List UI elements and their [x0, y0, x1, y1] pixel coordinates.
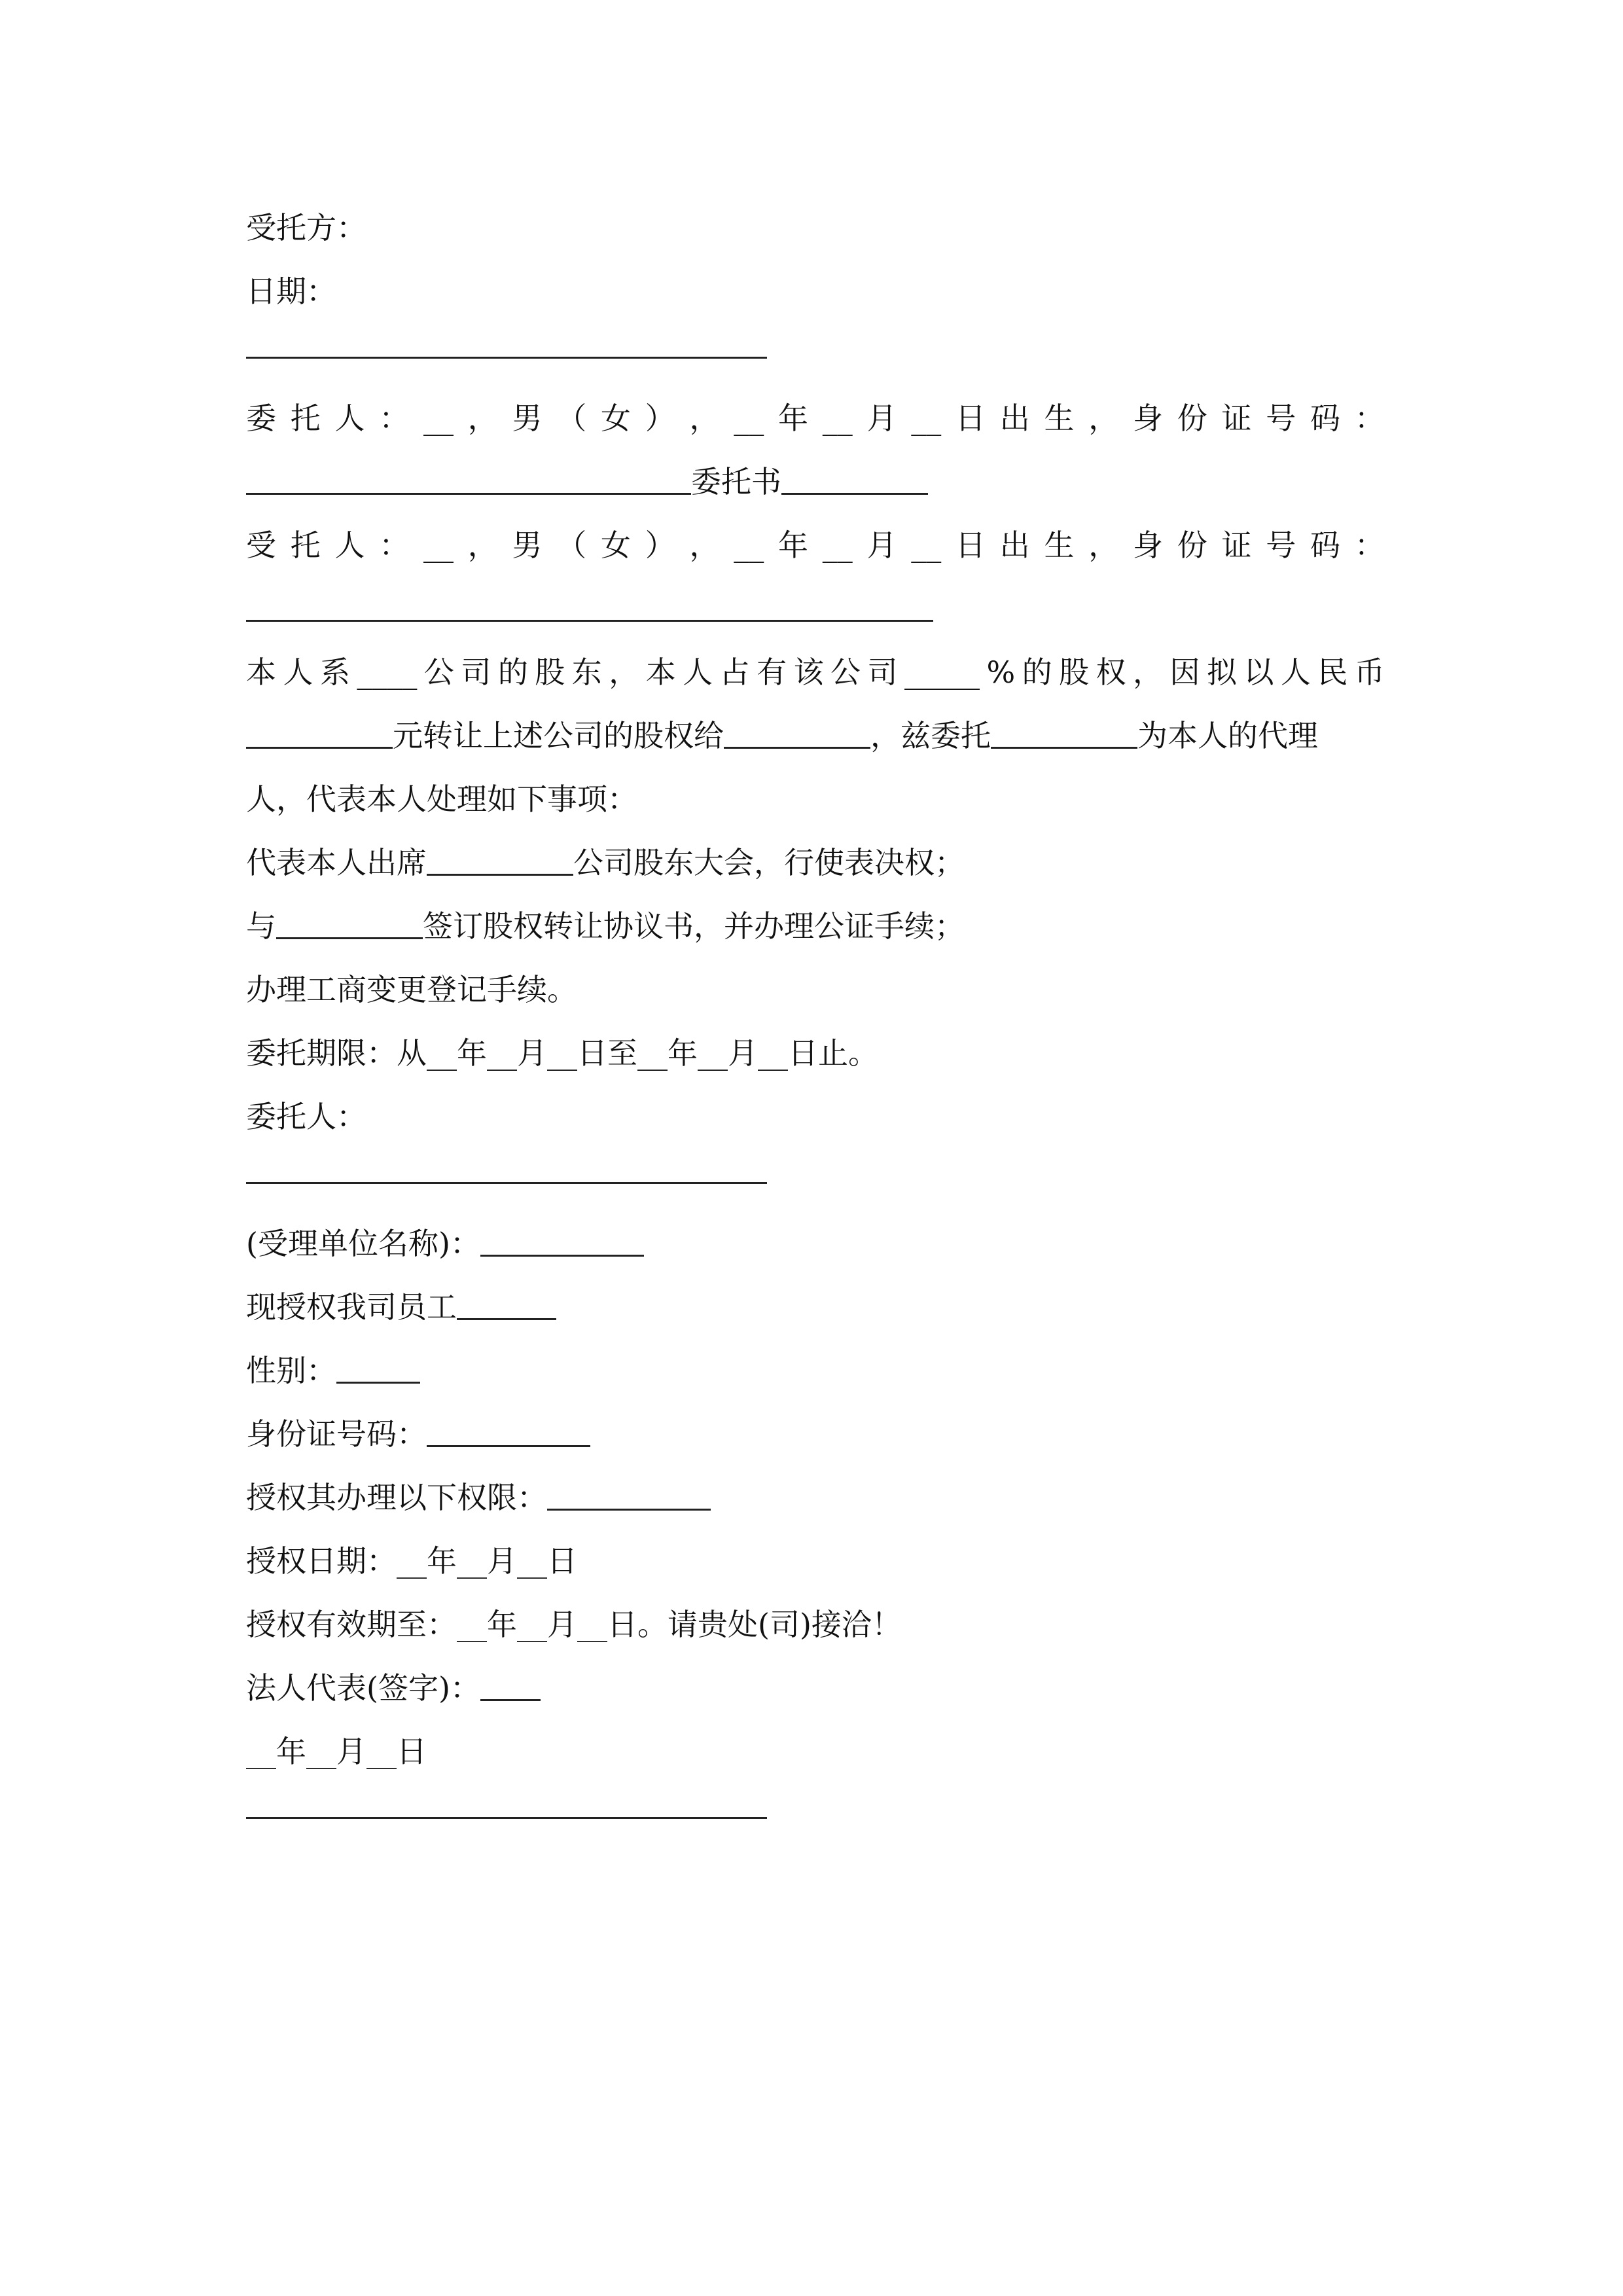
- principal-line-char: 码: [1310, 401, 1340, 436]
- agent-line-char: ，: [689, 528, 720, 563]
- principal-line-char: （: [556, 401, 587, 436]
- body1-char: 东: [571, 655, 602, 690]
- body-paragraph-line-1: [246, 641, 1385, 704]
- body1-char: 公: [830, 655, 861, 690]
- body1-char: 有: [757, 655, 787, 690]
- scope-line: [246, 1466, 1385, 1530]
- agent-info-line: [246, 514, 1385, 577]
- item2-text-b: 签订股权转让协议书，并办理公证手续；: [423, 908, 965, 944]
- agent-line-char: 受: [246, 528, 276, 563]
- item-3: [246, 958, 1385, 1022]
- title-blank-right: [781, 463, 928, 495]
- document-page: [246, 196, 1385, 1847]
- item-1: [246, 831, 1385, 895]
- document-title: 委托书: [691, 464, 781, 499]
- principal-line-char: ，: [689, 401, 720, 436]
- agent-line-char: 出: [999, 528, 1030, 563]
- principal-sign-line: [246, 1085, 1385, 1149]
- principal-line-char: ：: [379, 401, 410, 436]
- sign-date-text: __年__月__日: [246, 1734, 427, 1769]
- body1-char: 拟: [1206, 655, 1237, 690]
- gender-line: [246, 1339, 1385, 1403]
- agent-name-blank: [991, 717, 1137, 749]
- agent-line-char: __: [911, 528, 942, 563]
- principal-info-line: [246, 387, 1385, 450]
- agent-line-char: ：: [379, 528, 410, 563]
- validity-text: 授权有效期至：__年__月__日。请贵处(司)接洽！: [246, 1607, 902, 1642]
- auth-date-line: [246, 1530, 1385, 1593]
- scope-label: 授权其办理以下权限：: [246, 1480, 547, 1515]
- body2-text-b: ，兹委托: [870, 718, 991, 753]
- body1-char: 的: [497, 655, 528, 690]
- body1-char: 人: [283, 655, 313, 690]
- agent-line-char: __: [822, 528, 853, 563]
- principal-line-char: 年: [778, 401, 808, 436]
- principal-line-char: 女: [601, 401, 631, 436]
- principal-line-char: 男: [512, 401, 543, 436]
- separator-rule: [246, 1817, 767, 1819]
- agent-line-char: 托: [290, 528, 321, 563]
- separator-3: [246, 1784, 1385, 1847]
- principal-line-char: 份: [1177, 401, 1207, 436]
- principal-line-char: 人: [334, 401, 365, 436]
- legal-rep-label: 法人代表(签字)：: [246, 1670, 480, 1706]
- principal-line-char: __: [734, 401, 764, 436]
- body1-char: 司: [461, 655, 491, 690]
- agent-line-char: ）: [645, 528, 675, 563]
- body1-char: 的: [1022, 655, 1052, 690]
- agent-line-char: __: [423, 528, 454, 563]
- party-blank: [276, 907, 423, 939]
- trustee-label-text: 受托方：: [246, 210, 366, 245]
- principal-line-char: 月: [866, 401, 897, 436]
- gender-blank: [336, 1352, 420, 1384]
- agent-line-char: __: [734, 528, 764, 563]
- transferee-blank: [724, 717, 870, 749]
- principal-line-char: ：: [1354, 401, 1385, 436]
- principal-line-char: 托: [290, 401, 321, 436]
- item1-text-b: 公司股东大会，行使表决权；: [573, 845, 965, 880]
- body1-char: %: [986, 655, 1016, 690]
- item3-text: 办理工商变更登记手续。: [246, 972, 577, 1007]
- date-label: [246, 260, 1385, 323]
- legal-rep-line: [246, 1657, 1385, 1720]
- item1-text-a: 代表本人出席: [246, 845, 427, 880]
- agent-line-char: 份: [1177, 528, 1207, 563]
- principal-line-char: ）: [645, 401, 675, 436]
- amount-blank: [246, 717, 393, 749]
- body1-char: 股: [1059, 655, 1090, 690]
- principal-line-char: 日: [955, 401, 986, 436]
- agent-id-line: [246, 577, 1385, 641]
- body1-char: 司: [867, 655, 898, 690]
- authorize-staff-text: 现授权我司员工: [246, 1289, 457, 1325]
- principal-line-char: __: [911, 401, 942, 436]
- body2-text-c: 为本人的代理: [1137, 718, 1318, 753]
- body1-char: 因: [1169, 655, 1200, 690]
- body1-char: ，: [609, 655, 639, 690]
- principal-line-char: 生: [1044, 401, 1075, 436]
- id-blank: [427, 1415, 590, 1447]
- principal-line-char: 出: [999, 401, 1030, 436]
- scope-blank: [547, 1479, 711, 1511]
- company-blank: [427, 844, 573, 876]
- agent-line-char: 身: [1133, 528, 1163, 563]
- agent-line-char: ，: [467, 528, 498, 563]
- term-line: [246, 1022, 1385, 1085]
- body1-char: 币: [1354, 655, 1385, 690]
- body1-char: ____: [357, 655, 418, 690]
- body1-char: 本: [645, 655, 676, 690]
- agent-line-char: 证: [1221, 528, 1252, 563]
- agent-line-char: ，: [1088, 528, 1119, 563]
- auth-date-text: 授权日期：__年__月__日: [246, 1543, 577, 1579]
- body1-char: 民: [1317, 655, 1348, 690]
- unit-blank: [480, 1225, 644, 1257]
- principal-sign-text: 委托人：: [246, 1099, 366, 1134]
- agent-line-char: 年: [778, 528, 808, 563]
- title-line: [246, 450, 1385, 514]
- body1-char: 系: [319, 655, 350, 690]
- title-blank-left: [246, 463, 691, 495]
- principal-line-char: ，: [467, 401, 498, 436]
- date-label-text: 日期：: [246, 274, 336, 309]
- agent-line-char: 人: [334, 528, 365, 563]
- body1-char: 以: [1243, 655, 1274, 690]
- agent-line-char: （: [556, 528, 587, 563]
- separator-2: [246, 1149, 1385, 1212]
- principal-line-char: __: [822, 401, 853, 436]
- body1-char: 人: [683, 655, 713, 690]
- sign-date-line: [246, 1720, 1385, 1784]
- body1-char: 本: [246, 655, 276, 690]
- body3-text: 人，代表本人处理如下事项：: [246, 781, 637, 817]
- agent-line-char: 男: [512, 528, 543, 563]
- principal-line-char: 号: [1266, 401, 1296, 436]
- item-2: [246, 895, 1385, 958]
- agent-line-char: 号: [1266, 528, 1296, 563]
- unit-line: [246, 1212, 1385, 1276]
- authorize-staff-line: [246, 1276, 1385, 1339]
- principal-line-char: 证: [1221, 401, 1252, 436]
- agent-line-char: 日: [955, 528, 986, 563]
- validity-line: [246, 1593, 1385, 1657]
- agent-line-char: 月: [866, 528, 897, 563]
- unit-label: (受理单位名称)：: [246, 1226, 480, 1261]
- body1-char: 人: [1280, 655, 1311, 690]
- agent-line-char: 生: [1044, 528, 1075, 563]
- body1-char: 公: [423, 655, 454, 690]
- principal-line-char: 委: [246, 401, 276, 436]
- gender-label: 性别：: [246, 1353, 336, 1388]
- principal-line-char: __: [423, 401, 454, 436]
- separator-rule: [246, 357, 767, 359]
- legal-rep-blank: [480, 1669, 541, 1701]
- separator-1: [246, 323, 1385, 387]
- body-paragraph-line-3: [246, 768, 1385, 831]
- body1-char: _____: [904, 655, 980, 690]
- body1-char: ，: [1133, 655, 1164, 690]
- principal-line-char: 身: [1133, 401, 1163, 436]
- separator-rule: [246, 1182, 767, 1184]
- body1-char: 占: [719, 655, 750, 690]
- agent-line-char: 女: [601, 528, 631, 563]
- id-line: [246, 1403, 1385, 1466]
- trustee-label: [246, 196, 1385, 260]
- body-paragraph-line-2: [246, 704, 1385, 768]
- body1-char: 股: [535, 655, 565, 690]
- agent-id-blank: [246, 590, 933, 622]
- id-label: 身份证号码：: [246, 1416, 427, 1452]
- principal-line-char: ，: [1088, 401, 1119, 436]
- staff-name-blank: [457, 1288, 556, 1320]
- item2-text-a: 与: [246, 908, 276, 944]
- term-text: 委托期限：从__年__月__日至__年__月__日止。: [246, 1035, 878, 1071]
- body1-char: 该: [793, 655, 824, 690]
- body2-text-a: 元转让上述公司的股权给: [393, 718, 724, 753]
- agent-line-char: 码: [1310, 528, 1340, 563]
- agent-line-char: ：: [1354, 528, 1385, 563]
- body1-char: 权: [1096, 655, 1126, 690]
